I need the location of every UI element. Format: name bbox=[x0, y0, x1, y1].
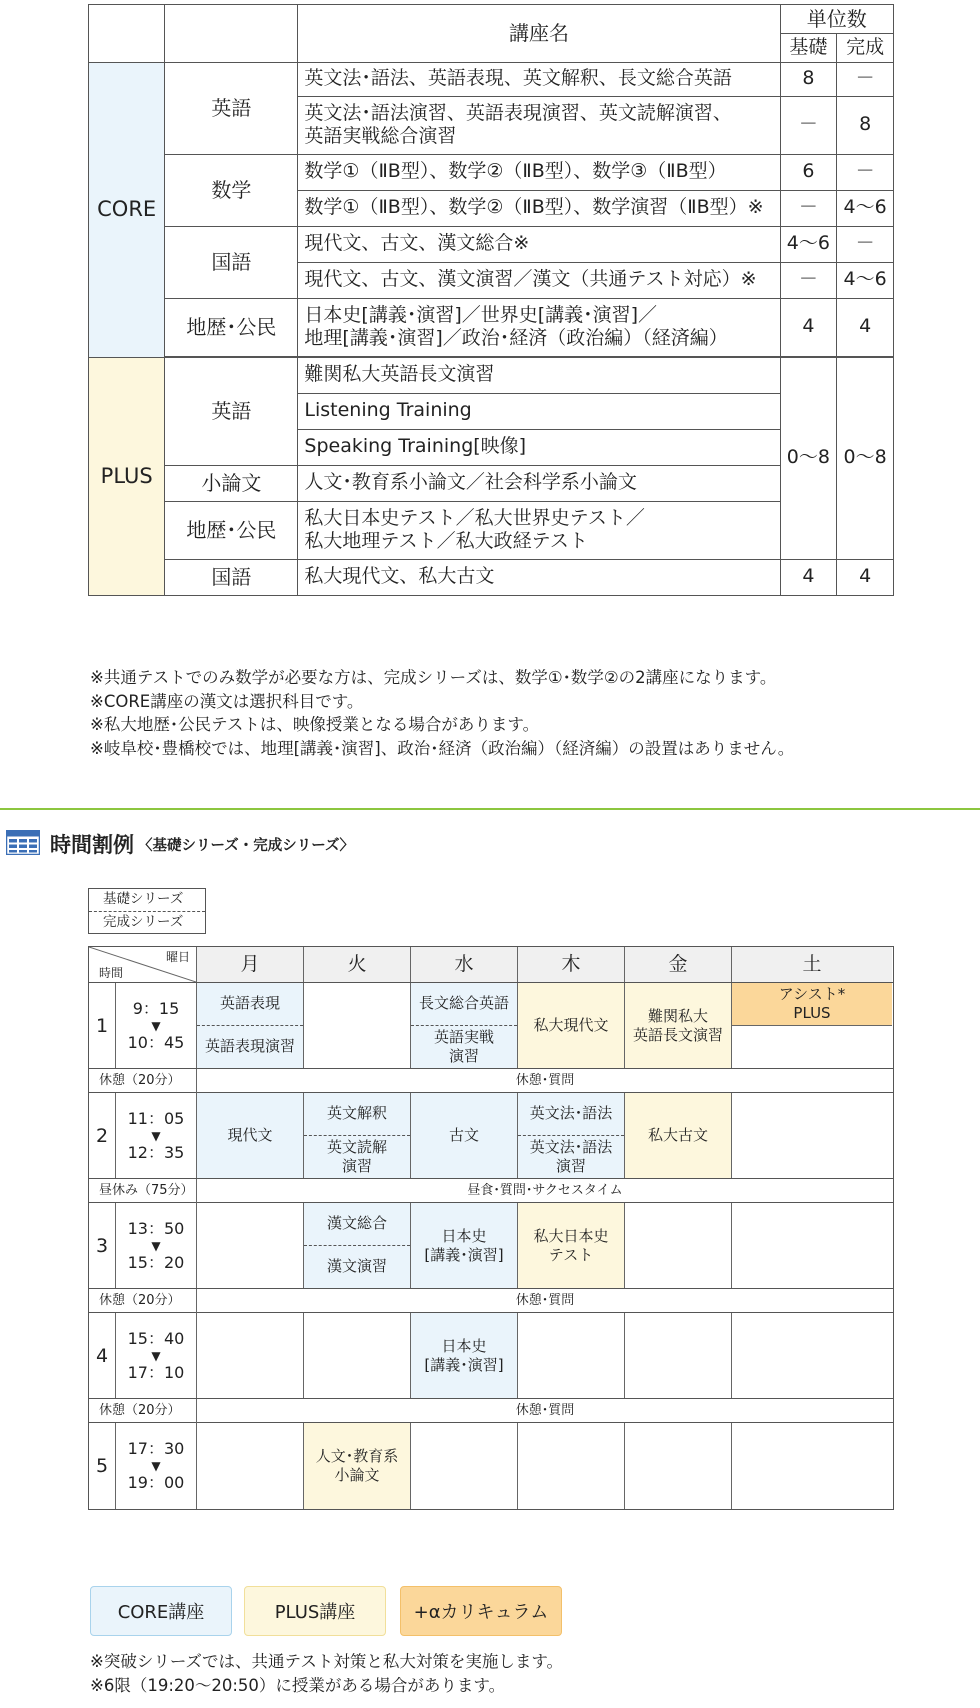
period-time bbox=[116, 1423, 196, 1509]
class-name: 英語表現 bbox=[219, 994, 280, 1013]
arrow-down-icon: ▼ bbox=[151, 1459, 161, 1473]
header-units: 単位数 bbox=[780, 5, 893, 34]
class-name: 演習 bbox=[341, 1156, 372, 1175]
class-name: 英文法･語法 bbox=[529, 1104, 613, 1123]
arrow-down-icon: ▼ bbox=[151, 1238, 161, 1253]
break-row bbox=[89, 1069, 893, 1093]
empty-cell bbox=[624, 1203, 731, 1288]
class-name: 演習 bbox=[555, 1156, 586, 1175]
break-row bbox=[89, 1289, 893, 1313]
class-name: 英文解釈 bbox=[326, 1104, 387, 1123]
unit-kansei: － bbox=[837, 154, 894, 190]
break-row bbox=[89, 1179, 893, 1203]
class-cell bbox=[731, 983, 892, 1068]
day-sat: 土 bbox=[731, 947, 892, 982]
class-kansei bbox=[197, 1026, 303, 1069]
course-name: 現代文、古文、漢文演習／漢文（共通テスト対応）※ bbox=[298, 262, 780, 298]
class-name: テスト bbox=[548, 1245, 594, 1264]
class-cell bbox=[196, 1093, 303, 1178]
period-row bbox=[89, 1203, 893, 1289]
period-end: 17：10 bbox=[127, 1362, 185, 1382]
timetable-notes bbox=[90, 1650, 563, 1698]
class-name: PLUS bbox=[793, 1003, 831, 1022]
unit-kansei-shared: 0～8 bbox=[837, 357, 894, 559]
series-plus-label: PLUS bbox=[89, 357, 165, 596]
course-name bbox=[298, 501, 780, 559]
course-name-line: 私大日本史テスト／私大世界史テスト／ bbox=[304, 506, 645, 529]
subject-japanese: 国語 bbox=[165, 226, 298, 298]
period-time bbox=[116, 1093, 196, 1178]
period-end: 19：00 bbox=[127, 1473, 185, 1492]
table-icon bbox=[6, 830, 40, 855]
break-label: 昼休み（75分） bbox=[99, 1183, 194, 1198]
period-start: 11：05 bbox=[127, 1108, 185, 1128]
empty-cell bbox=[624, 1313, 731, 1398]
break-label: 休憩（20分） bbox=[99, 1073, 181, 1088]
period-number: 5 bbox=[89, 1423, 116, 1509]
course-name-line: 英語実戦総合演習 bbox=[304, 125, 457, 148]
break-text: 休憩･質問 bbox=[196, 1289, 893, 1313]
course-name: 難関私大英語長文演習 bbox=[298, 357, 780, 393]
class-kiso bbox=[304, 1203, 410, 1246]
period-end: 10：45 bbox=[127, 1032, 185, 1052]
class-cell bbox=[517, 1093, 624, 1178]
empty-cell bbox=[303, 1313, 410, 1398]
unit-kiso: － bbox=[780, 190, 837, 226]
day-tue: 火 bbox=[303, 947, 410, 982]
unit-kiso: 4～6 bbox=[780, 226, 837, 262]
class-kansei bbox=[304, 1136, 410, 1179]
period-row bbox=[89, 1313, 893, 1399]
legend-plus-chip: PLUS講座 bbox=[244, 1586, 386, 1636]
arrow-down-icon: ▼ bbox=[151, 1348, 161, 1363]
class-name: 英文法･語法 bbox=[529, 1137, 613, 1156]
note-line: ※岐阜校･豊橋校では、地理[講義･演習]、政治･経済（政治編）（経済編）の設置はありません。 bbox=[90, 738, 795, 758]
break-text: 休憩･質問 bbox=[196, 1399, 893, 1423]
course-name-line: 日本史[講義･演習]／世界史[講義･演習]／ bbox=[304, 303, 658, 326]
period-number: 1 bbox=[89, 983, 116, 1068]
unit-kiso: 4 bbox=[780, 559, 837, 595]
class-cell bbox=[303, 1423, 410, 1509]
class-name: 日本史 bbox=[441, 1336, 487, 1355]
unit-kiso: 8 bbox=[780, 62, 837, 96]
class-name: 難関私大 bbox=[647, 1006, 708, 1025]
class-alpha bbox=[732, 983, 892, 1026]
class-kansei bbox=[411, 1026, 517, 1069]
corner-cell bbox=[89, 947, 196, 982]
unit-kiso: － bbox=[780, 96, 837, 154]
break-text: 昼食･質問･サクセスタイム bbox=[196, 1179, 893, 1203]
arrow-down-icon: ▼ bbox=[151, 1128, 161, 1143]
period-start: 9：15 bbox=[132, 998, 180, 1018]
period-time bbox=[116, 983, 196, 1068]
class-name: 英語表現演習 bbox=[204, 1037, 295, 1056]
empty-cell bbox=[410, 1423, 517, 1509]
course-notes bbox=[90, 666, 794, 760]
empty-cell bbox=[624, 1423, 731, 1509]
class-name: 漢文総合 bbox=[326, 1214, 387, 1233]
class-cell bbox=[624, 1093, 731, 1178]
unit-kansei: 4 bbox=[837, 559, 894, 595]
period-start: 17：30 bbox=[127, 1439, 185, 1458]
class-name: 長文総合英語 bbox=[418, 994, 509, 1013]
period-row bbox=[89, 1423, 893, 1509]
class-name: 英語実戦 bbox=[433, 1027, 494, 1046]
class-cell bbox=[624, 983, 731, 1068]
class-name: 演習 bbox=[448, 1046, 479, 1065]
unit-kansei: 8 bbox=[837, 96, 894, 154]
class-name: 私大古文 bbox=[647, 1126, 708, 1144]
header-course-name: 講座名 bbox=[298, 5, 780, 63]
note-line: ※突破シリーズでは、共通テスト対策と私大対策を実施します。 bbox=[90, 1652, 564, 1671]
empty-cell bbox=[196, 1203, 303, 1288]
class-name: [講義･演習] bbox=[424, 1245, 504, 1264]
break-row bbox=[89, 1399, 893, 1423]
class-kiso bbox=[304, 1093, 410, 1136]
class-kiso bbox=[411, 983, 517, 1026]
unit-kansei: － bbox=[837, 226, 894, 262]
section-title: 時間割例 bbox=[50, 833, 134, 857]
class-name: 小論文 bbox=[334, 1466, 380, 1484]
period-start: 13：50 bbox=[127, 1218, 185, 1238]
note-line: ※私大地歴･公民テストは、映像授業となる場合があります。 bbox=[90, 715, 540, 734]
timetable-header bbox=[89, 947, 893, 983]
header-kansei: 完成 bbox=[837, 34, 894, 62]
unit-kansei: 4～6 bbox=[837, 190, 894, 226]
empty-cell bbox=[731, 1093, 892, 1178]
course-name bbox=[298, 96, 780, 154]
empty-cell bbox=[196, 1423, 303, 1509]
unit-kiso-shared: 0～8 bbox=[780, 357, 837, 559]
course-name: 数学①（ⅡB型）、数学②（ⅡB型）、数学③（ⅡB型） bbox=[298, 154, 780, 190]
day-wed: 水 bbox=[410, 947, 517, 982]
header-empty bbox=[89, 5, 165, 63]
legend-bottom: 完成シリーズ bbox=[89, 911, 205, 933]
class-kansei bbox=[518, 1136, 624, 1179]
unit-kiso: － bbox=[780, 262, 837, 298]
class-name: 古文 bbox=[448, 1126, 479, 1144]
corner-time-label: 時間 bbox=[99, 966, 124, 980]
class-name: 人文･教育系 bbox=[315, 1447, 399, 1465]
class-cell bbox=[517, 1203, 624, 1288]
arrow-down-icon: ▼ bbox=[151, 1018, 161, 1033]
course-name-line: 地理[講義･演習]／政治･経済（政治編）（経済編） bbox=[304, 327, 728, 350]
legend-core-chip: CORE講座 bbox=[90, 1586, 232, 1636]
period-time bbox=[116, 1203, 196, 1288]
course-name: 人文･教育系小論文／社会科学系小論文 bbox=[298, 465, 780, 501]
subject-english: 英語 bbox=[165, 357, 298, 465]
series-core-label: CORE bbox=[89, 62, 165, 357]
class-cell bbox=[303, 1093, 410, 1178]
subject-english: 英語 bbox=[165, 62, 298, 154]
period-number: 3 bbox=[89, 1203, 116, 1288]
spacer bbox=[165, 595, 894, 596]
empty-cell bbox=[303, 983, 410, 1068]
empty-cell bbox=[196, 1313, 303, 1398]
class-name: 漢文演習 bbox=[326, 1257, 387, 1276]
empty-cell bbox=[517, 1423, 624, 1509]
class-cell bbox=[410, 983, 517, 1068]
class-cell bbox=[410, 1093, 517, 1178]
break-label: 休憩（20分） bbox=[99, 1293, 181, 1308]
course-name-line: 英文法･語法演習、英語表現演習、英文読解演習、 bbox=[304, 101, 732, 124]
period-end: 12：35 bbox=[127, 1142, 185, 1162]
course-name bbox=[298, 298, 780, 356]
empty-cell bbox=[731, 1423, 892, 1509]
break-text: 休憩･質問 bbox=[196, 1069, 893, 1093]
subject-history: 地歴･公民 bbox=[165, 501, 298, 559]
unit-kiso: 4 bbox=[780, 298, 837, 356]
course-name: Listening Training bbox=[298, 393, 780, 429]
subject-japanese: 国語 bbox=[165, 559, 298, 595]
unit-kansei: 4～6 bbox=[837, 262, 894, 298]
course-name-line: 私大地理テスト／私大政経テスト bbox=[304, 530, 588, 553]
section-subtitle: 〈基礎シリーズ・完成シリーズ〉 bbox=[138, 838, 355, 854]
subject-math: 数学 bbox=[165, 154, 298, 226]
class-name: 日本史 bbox=[441, 1226, 487, 1245]
period-start: 15：40 bbox=[127, 1328, 185, 1348]
class-cell bbox=[410, 1203, 517, 1288]
class-kiso bbox=[518, 1093, 624, 1136]
corner-day-label: 曜日 bbox=[165, 950, 190, 964]
period-number: 4 bbox=[89, 1313, 116, 1398]
class-name: 英語長文演習 bbox=[632, 1025, 723, 1044]
class-name: 私大日本史 bbox=[533, 1226, 609, 1245]
timetable bbox=[88, 946, 894, 1510]
period-time bbox=[116, 1313, 196, 1398]
empty-cell bbox=[517, 1313, 624, 1398]
subject-history: 地歴･公民 bbox=[165, 298, 298, 356]
empty-cell bbox=[731, 1313, 892, 1398]
class-name: 英文読解 bbox=[326, 1137, 387, 1156]
class-kansei bbox=[304, 1246, 410, 1289]
unit-kansei: 4 bbox=[837, 298, 894, 356]
subject-essay: 小論文 bbox=[165, 465, 298, 501]
class-cell bbox=[196, 983, 303, 1068]
note-line: ※CORE講座の漢文は選択科目です。 bbox=[90, 691, 364, 711]
class-cell bbox=[410, 1313, 517, 1398]
class-name: 現代文 bbox=[227, 1126, 273, 1144]
day-mon: 月 bbox=[196, 947, 303, 982]
unit-kiso: 6 bbox=[780, 154, 837, 190]
break-label: 休憩（20分） bbox=[99, 1403, 181, 1418]
empty-cell bbox=[731, 1203, 892, 1288]
class-cell bbox=[303, 1203, 410, 1288]
class-cell bbox=[517, 983, 624, 1068]
course-name: 私大現代文、私大古文 bbox=[298, 559, 780, 595]
legend-top: 基礎シリーズ bbox=[103, 891, 184, 907]
legend-alpha-chip: +αカリキュラム bbox=[400, 1586, 562, 1636]
period-row bbox=[89, 1093, 893, 1179]
unit-kansei: － bbox=[837, 62, 894, 96]
note-line: ※共通テストでのみ数学が必要な方は、完成シリーズは、数学①･数学②の2講座になります。 bbox=[90, 668, 777, 687]
series-legend-box bbox=[88, 888, 206, 934]
course-name: Speaking Training[映像] bbox=[298, 429, 780, 465]
course-name: 数学①（ⅡB型）、数学②（ⅡB型）、数学演習（ⅡB型）※ bbox=[298, 190, 780, 226]
course-table bbox=[88, 4, 894, 596]
class-name: アシスト* bbox=[778, 984, 846, 1003]
class-name: 私大現代文 bbox=[533, 1016, 609, 1034]
period-end: 15：20 bbox=[127, 1252, 185, 1272]
header-empty bbox=[165, 5, 298, 63]
header-kiso: 基礎 bbox=[780, 34, 837, 62]
course-name: 現代文、古文、漢文総合※ bbox=[298, 226, 780, 262]
section-divider bbox=[0, 808, 980, 810]
day-thu: 木 bbox=[517, 947, 624, 982]
day-fri: 金 bbox=[624, 947, 731, 982]
class-kiso bbox=[197, 983, 303, 1026]
period-row bbox=[89, 983, 893, 1069]
note-line: ※6限（19:20～20:50）に授業がある場合があります。 bbox=[90, 1676, 506, 1695]
class-name: [講義･演習] bbox=[424, 1355, 504, 1374]
period-number: 2 bbox=[89, 1093, 116, 1178]
course-name: 英文法･語法、英語表現、英文解釈、長文総合英語 bbox=[298, 62, 780, 96]
